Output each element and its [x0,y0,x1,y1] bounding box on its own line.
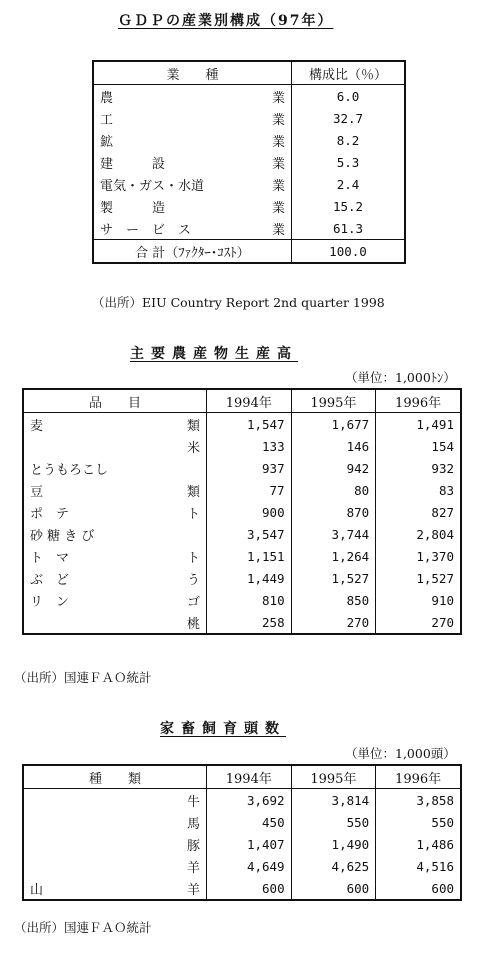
agri-value-cell: 83 [376,479,461,501]
agri-title: 主要農産物生産高 [130,346,298,362]
gdp-industry-name: 農 [100,90,114,106]
gdp-row [93,195,405,217]
gdp-share-value: 8.2 [292,129,406,151]
gdp-share-value: 2.4 [292,173,406,195]
agri-row [23,523,461,545]
agri-item-cell [23,435,207,457]
agri-value-cell: 850 [291,589,376,611]
agri-value-cell: 270 [291,611,376,634]
gdp-industry-cell [93,151,292,173]
livestock-value-cell: 600 [291,877,376,900]
agri-item-cell [23,457,207,479]
gdp-industry-name: 建 設 [100,156,166,172]
gdp-title: ＧＤＰの産業別構成（97年） [118,13,334,29]
livestock-item-cell [23,789,207,812]
gdp-row [93,151,405,173]
gdp-industry-cell [93,85,292,108]
livestock-value-cell: 1,407 [207,833,292,855]
gdp-header-industry: 業 種 [93,61,292,85]
agri-value-cell: 1,491 [376,413,461,436]
livestock-header-1995: 1995年 [291,765,376,789]
gdp-source: （出所）EIU Country Report 2nd quarter 1998 [92,295,385,310]
gdp-industry-name: 鉱 [100,134,114,150]
agri-value-cell: 258 [207,611,292,634]
agri-item-right: 米 [186,440,200,456]
agri-value-cell: 932 [376,457,461,479]
livestock-value-cell: 4,649 [207,855,292,877]
agri-value-cell: 942 [291,457,376,479]
livestock-item-right: 牛 [186,794,200,810]
agri-value-cell: 154 [376,435,461,457]
gdp-row [93,129,405,151]
livestock-row [23,789,461,812]
livestock-item-right: 豚 [186,838,200,854]
agri-header-1996: 1996年 [376,389,461,413]
agri-row [23,435,461,457]
agri-value-cell: 1,527 [376,567,461,589]
gdp-industry-cell [93,195,292,217]
gdp-industry-cell [93,107,292,129]
livestock-item-right: 羊 [186,860,200,876]
agri-value-cell: 1,370 [376,545,461,567]
agri-item-right: ト [186,506,200,522]
gdp-industry-cell [93,129,292,151]
gdp-share-value: 15.2 [292,195,406,217]
gdp-share-value: 61.3 [292,217,406,240]
agri-row [23,567,461,589]
livestock-item-cell [23,855,207,877]
agri-row [23,501,461,523]
agri-value-cell: 80 [291,479,376,501]
agri-row [23,611,461,634]
agri-header-1994: 1994年 [207,389,292,413]
livestock-row [23,877,461,900]
agri-item-left: ぶ ど [30,572,70,588]
livestock-value-cell: 3,692 [207,789,292,812]
livestock-value-cell: 3,858 [376,789,461,812]
agri-value-cell: 900 [207,501,292,523]
agri-unit: （単位：1,000ﾄﾝ） [345,370,456,385]
livestock-item-right: 馬 [186,816,200,832]
agri-row [23,479,461,501]
livestock-value-cell: 450 [207,811,292,833]
agri-value-cell: 133 [207,435,292,457]
agri-header-item: 品 目 [23,389,207,413]
agri-item-cell [23,589,207,611]
gdp-share-value: 32.7 [292,107,406,129]
agri-row [23,589,461,611]
livestock-value-cell: 1,486 [376,833,461,855]
livestock-value-cell: 4,625 [291,855,376,877]
agri-item-cell [23,545,207,567]
agri-item-left: ポ テ [30,506,70,522]
gdp-table [92,60,406,264]
livestock-item-cell [23,833,207,855]
agri-item-left: 砂 糖 き び [30,528,95,544]
agri-value-cell: 910 [376,589,461,611]
gdp-industry-suffix: 業 [271,112,285,128]
gdp-industry-name: 工 [100,112,114,128]
agri-value-cell: 1,527 [291,567,376,589]
agri-item-right: 桃 [186,616,200,632]
agri-item-cell [23,501,207,523]
agri-item-left: リ ン [30,594,70,610]
agri-item-right: ゴ [186,594,200,610]
livestock-row [23,855,461,877]
livestock-row [23,833,461,855]
agri-item-left: ト マ [30,550,70,566]
livestock-item-cell [23,877,207,900]
gdp-industry-suffix: 業 [271,134,285,150]
gdp-industry-name: サ ー ビ ス [100,222,192,238]
agri-row [23,545,461,567]
agri-value-cell: 1,547 [207,413,292,436]
agri-value-cell: 270 [376,611,461,634]
agri-value-cell: 1,151 [207,545,292,567]
livestock-value-cell: 3,814 [291,789,376,812]
gdp-row [93,107,405,129]
agri-item-left: 豆 [30,484,44,500]
gdp-industry-cell [93,217,292,240]
livestock-header-1996: 1996年 [376,765,461,789]
agri-header-1995: 1995年 [291,389,376,413]
livestock-value-cell: 4,516 [376,855,461,877]
agri-value-cell: 146 [291,435,376,457]
agri-value-cell: 937 [207,457,292,479]
livestock-value-cell: 550 [291,811,376,833]
gdp-industry-cell [93,173,292,195]
livestock-value-cell: 1,490 [291,833,376,855]
gdp-industry-suffix: 業 [271,222,285,238]
agri-value-cell: 77 [207,479,292,501]
gdp-row [93,173,405,195]
livestock-row [23,811,461,833]
agri-value-cell: 1,449 [207,567,292,589]
gdp-row [93,217,405,240]
agri-value-cell: 827 [376,501,461,523]
gdp-industry-name: 電気・ガス・水道 [100,178,205,194]
gdp-total-value: 100.0 [292,240,406,264]
agri-item-cell [23,479,207,501]
livestock-value-cell: 600 [376,877,461,900]
agri-value-cell: 870 [291,501,376,523]
gdp-row [93,85,405,108]
livestock-value-cell: 600 [207,877,292,900]
livestock-item-cell [23,811,207,833]
agri-value-cell: 1,677 [291,413,376,436]
agri-table [22,388,462,635]
gdp-share-value: 5.3 [292,151,406,173]
agri-item-left: とうもろこし [30,462,109,478]
agri-value-cell: 1,264 [291,545,376,567]
agri-item-right: ト [186,550,200,566]
gdp-industry-suffix: 業 [271,156,285,172]
agri-value-cell: 810 [207,589,292,611]
agri-item-cell [23,413,207,436]
livestock-item-right: 羊 [186,882,200,898]
agri-row [23,413,461,436]
gdp-industry-name: 製 造 [100,200,166,216]
livestock-unit: （単位：1,000頭） [345,746,456,761]
agri-value-cell: 3,547 [207,523,292,545]
gdp-share-value: 6.0 [292,85,406,108]
livestock-value-cell: 550 [376,811,461,833]
agri-row [23,457,461,479]
agri-item-cell [23,567,207,589]
agri-item-cell [23,611,207,634]
agri-value-cell: 3,744 [291,523,376,545]
gdp-header-share: 構成比（％） [292,61,406,85]
agri-item-cell [23,523,207,545]
livestock-table [22,764,462,901]
agri-item-right: 類 [186,418,200,434]
agri-value-cell: 2,804 [376,523,461,545]
gdp-total-label: 合 計（ﾌｧｸﾀｰ･ｺｽﾄ） [93,240,292,264]
livestock-title: 家畜飼育頭数 [160,721,286,737]
gdp-industry-suffix: 業 [271,90,285,106]
agri-item-left: 麦 [30,418,44,434]
gdp-industry-suffix: 業 [271,178,285,194]
livestock-header-type: 種 類 [23,765,207,789]
agri-item-right: う [186,572,200,588]
livestock-header-1994: 1994年 [207,765,292,789]
livestock-source: （出所）国連ＦＡＯ統計 [14,920,152,935]
gdp-industry-suffix: 業 [271,200,285,216]
agri-item-right: 類 [186,484,200,500]
agri-source: （出所）国連ＦＡＯ統計 [14,670,152,685]
livestock-item-left: 山 [30,882,44,898]
